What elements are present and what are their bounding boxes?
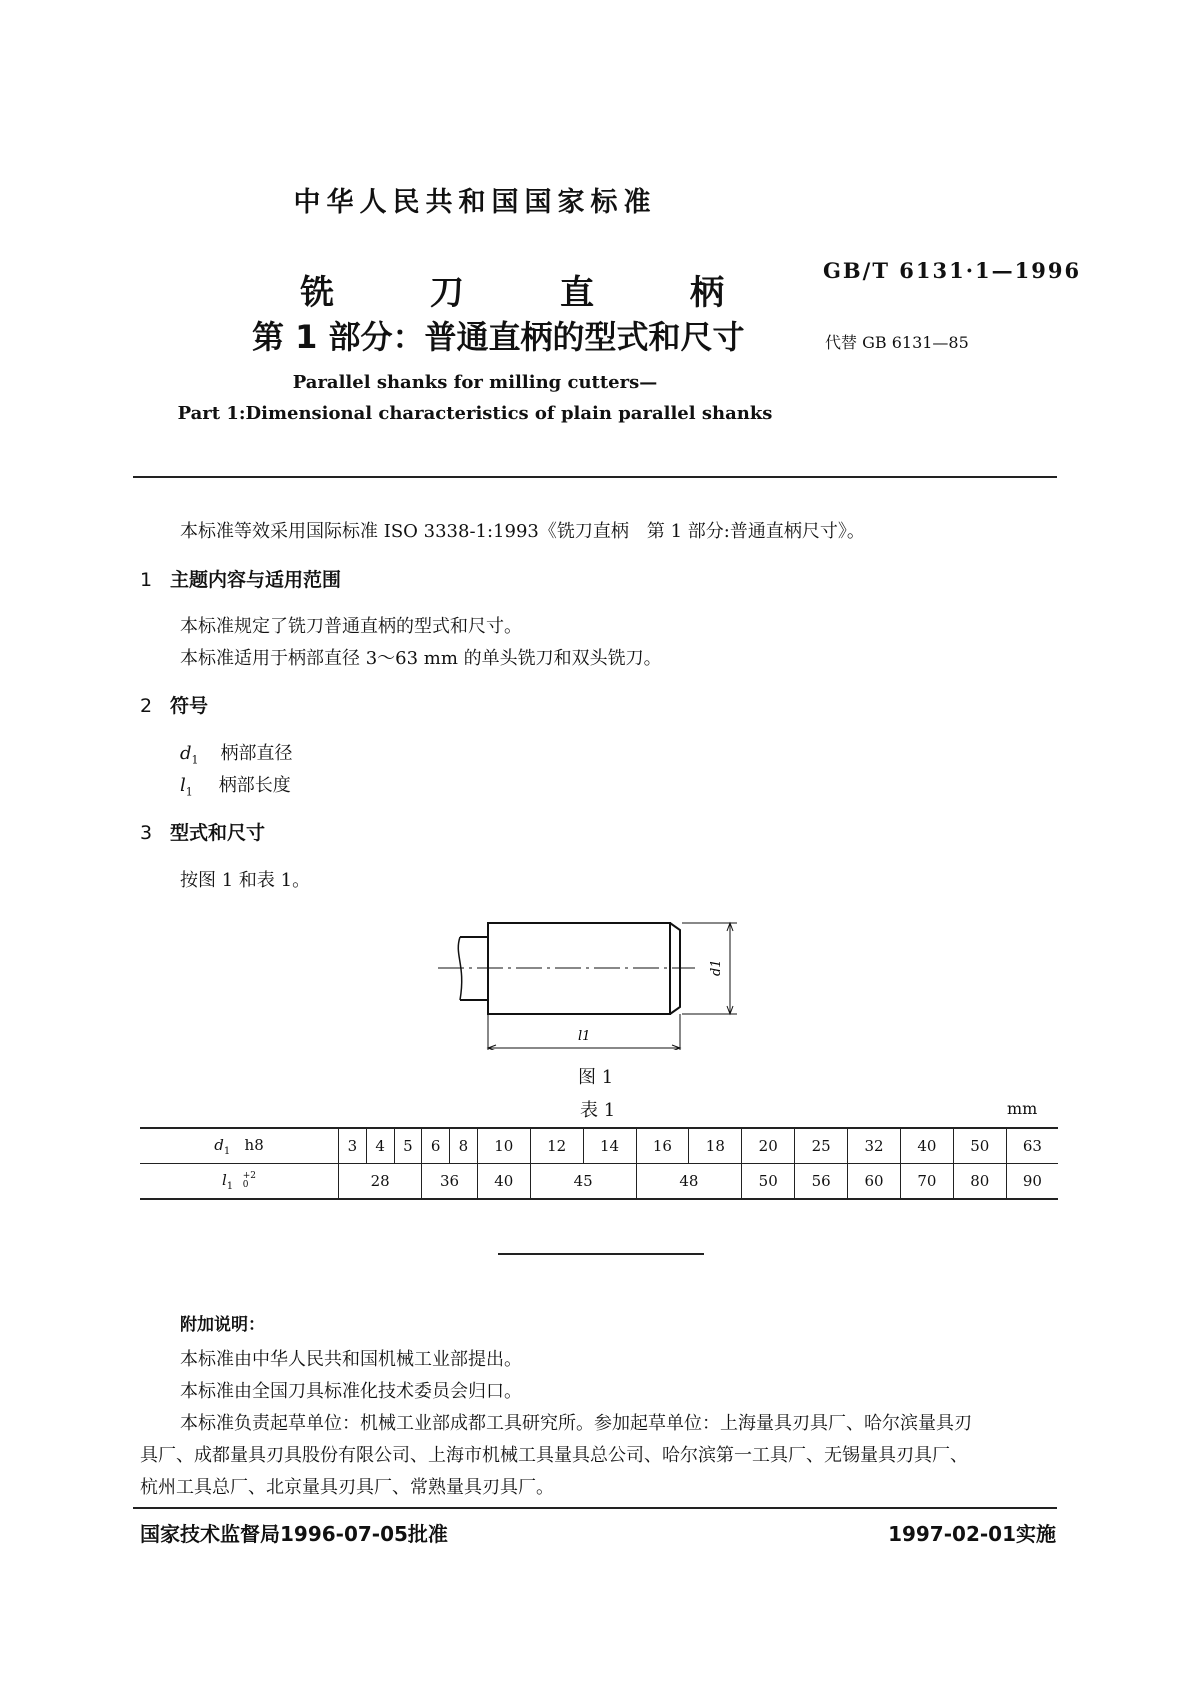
section-number: 2: [140, 695, 153, 717]
d1-dimension-label: d1: [709, 959, 724, 976]
symbol-desc: 柄部直径: [220, 743, 293, 764]
table-cell: 50: [742, 1164, 795, 1200]
section-1-para: 本标准规定了铣刀普通直柄的型式和尺寸。: [180, 616, 522, 637]
section-3-para: 按图 1 和表 1。: [180, 870, 311, 891]
shank-drawing: [430, 910, 750, 1050]
table-cell: 16: [636, 1128, 689, 1164]
table-cell: 40: [900, 1128, 953, 1164]
table-cell: 18: [689, 1128, 742, 1164]
section-title: 主题内容与适用范围: [170, 569, 342, 591]
standard-number: GB/T 6131·1—1996: [823, 258, 1082, 283]
title-cn-line2: 第 1 部分：普通直柄的型式和尺寸: [252, 318, 745, 356]
section-1-heading: [140, 565, 341, 592]
title-word: 直: [560, 273, 594, 313]
row-label-l1: $l_1 +2$ 0: [221, 1170, 256, 1192]
table-cell: 60: [848, 1164, 901, 1200]
notes-line: 本标准由中华人民共和国机械工业部提出。: [180, 1349, 522, 1370]
section-2-heading: [140, 691, 208, 718]
section-title: 符号: [170, 695, 209, 717]
table-cell: 45: [530, 1164, 636, 1200]
footer-divider: [133, 1507, 1057, 1509]
title-word: 柄: [690, 273, 724, 313]
notes-line: 杭州工具总厂、北京量具刃具厂、常熟量具刃具厂。: [140, 1477, 554, 1498]
header-divider: [133, 476, 1057, 478]
title-word: 刀: [430, 273, 464, 313]
table-cell: 10: [477, 1128, 530, 1164]
table-row-d1: [140, 1128, 1058, 1164]
table-cell: 3: [339, 1128, 367, 1164]
table-cell: 12: [530, 1128, 583, 1164]
section-number: 3: [140, 822, 153, 844]
approval-info: 国家技术监督局1996-07-05批准: [140, 1522, 448, 1546]
table-cell: 80: [953, 1164, 1006, 1200]
title-en-line1: Parallel shanks for milling cutters—: [292, 372, 658, 393]
symbol-d1: $d_1$ 柄部直径: [180, 743, 293, 767]
section-title: 型式和尺寸: [170, 822, 266, 844]
standard-body-header: 中华人民共和国国家标准: [293, 187, 657, 218]
table-cell: 56: [795, 1164, 848, 1200]
table-row-l1: [140, 1164, 1058, 1200]
section-number: 1: [140, 569, 153, 591]
section-3-heading: [140, 818, 265, 845]
notes-line: 本标准由全国刀具标准化技术委员会归口。: [180, 1381, 522, 1402]
table-cell: 48: [636, 1164, 742, 1200]
notes-title: 附加说明：: [180, 1315, 265, 1335]
table-cell: 20: [742, 1128, 795, 1164]
section-1-para: 本标准适用于柄部直径 3～63 mm 的单头铣刀和双头铣刀。: [180, 648, 662, 669]
table-cell: 5: [394, 1128, 422, 1164]
notes-line: 本标准负责起草单位：机械工业部成都工具研究所。参加起草单位：上海量具刃具厂、哈尔滨量具刃: [180, 1413, 972, 1434]
table-cell: 40: [477, 1164, 530, 1200]
effective-date: 1997-02-01实施: [888, 1522, 1056, 1546]
table-caption: 表 1: [580, 1100, 616, 1121]
table-cell: 8: [450, 1128, 478, 1164]
table-cell: 70: [900, 1164, 953, 1200]
row-label-d1: $d_1$ h8: [140, 1128, 339, 1164]
table-cell: 25: [795, 1128, 848, 1164]
intro-paragraph: 本标准等效采用国际标准 ISO 3338-1:1993《铣刀直柄 第 1 部分:普通直柄尺寸》。: [180, 521, 865, 542]
table-cell: 32: [848, 1128, 901, 1164]
end-divider: [498, 1253, 704, 1255]
title-word: 铣: [300, 273, 334, 313]
notes-line: 具厂、成都量具刃具股份有限公司、上海市机械工具量具总公司、哈尔滨第一工具厂、无锡量具刃具厂、: [140, 1445, 968, 1466]
table-cell: 90: [1006, 1164, 1058, 1200]
table-unit: mm: [1007, 1099, 1038, 1118]
table-cell: 50: [953, 1128, 1006, 1164]
replaces-note: 代替 GB 6131—85: [825, 333, 969, 352]
figure-caption: 图 1: [578, 1067, 614, 1088]
l1-dimension-label: l1: [578, 1029, 591, 1044]
table-cell: 63: [1006, 1128, 1058, 1164]
table-cell: 4: [366, 1128, 394, 1164]
symbol-desc: 柄部长度: [218, 775, 291, 796]
symbol-l1: $l_1$ 柄部长度: [180, 775, 291, 799]
table-cell: 6: [422, 1128, 450, 1164]
title-en-line2: Part 1:Dimensional characteristics of plain parallel shanks: [177, 403, 773, 424]
shank-dimension-table: [140, 1127, 1058, 1200]
title-cn-line1: [300, 265, 820, 314]
table-cell: 28: [339, 1164, 422, 1200]
table-cell: 36: [422, 1164, 478, 1200]
table-cell: 14: [583, 1128, 636, 1164]
